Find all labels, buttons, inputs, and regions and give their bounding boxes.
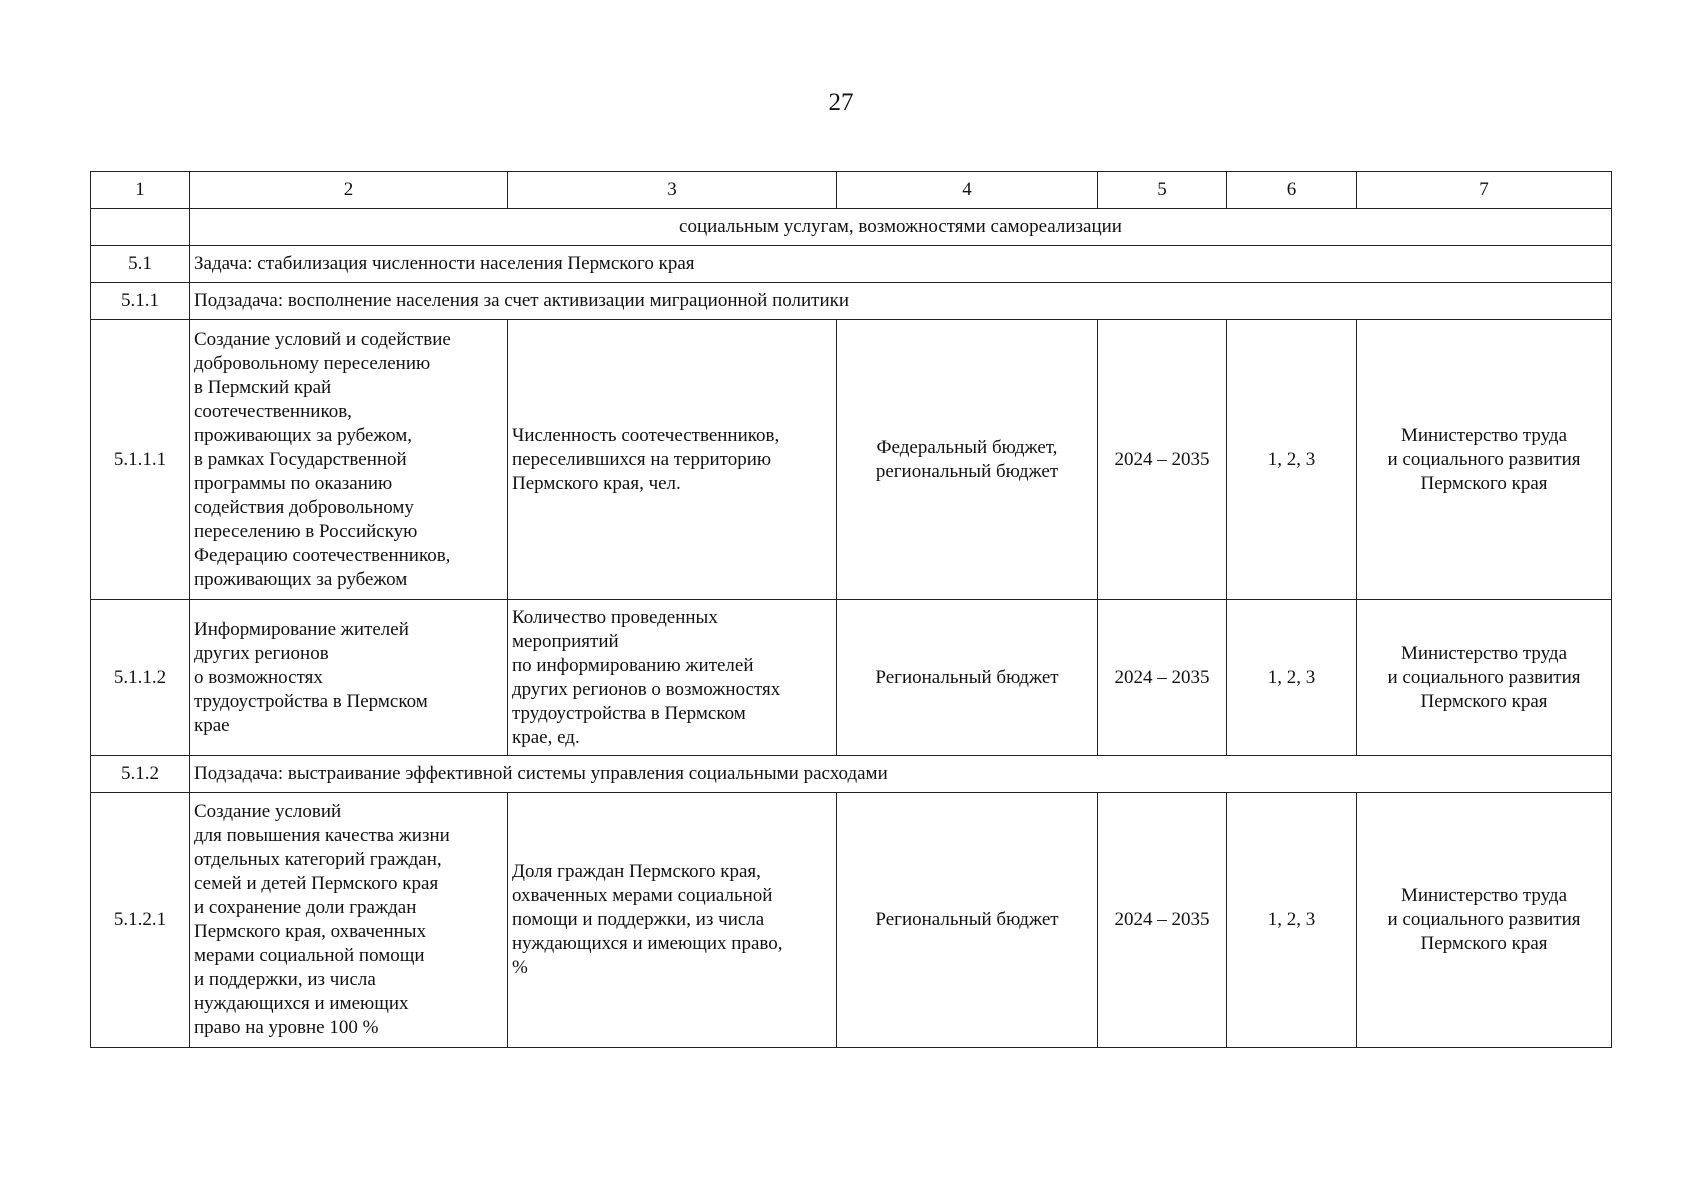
stages-cell: 1, 2, 3 [1227, 320, 1357, 600]
measure-line: программы по оказанию [194, 472, 393, 494]
measure-line: Информирование жителей [194, 618, 409, 640]
header-cell-7: 7 [1357, 172, 1612, 209]
indicator-cell [508, 320, 837, 600]
measure-line: добровольному переселению [194, 352, 431, 374]
measure-line: Федерацию соотечественников, [194, 544, 451, 566]
executor-cell [1357, 793, 1612, 1048]
header-row [91, 172, 1612, 209]
indicator-line: % [512, 957, 528, 978]
executor-line: Пермского края [1420, 933, 1548, 954]
indicator-line: по информированию жителей [512, 654, 754, 676]
measure-line: трудоустройства в Пермском [194, 690, 428, 712]
continuation-text: социальным услугам, возможностями самореализации [190, 209, 1612, 246]
header-cell-2: 2 [190, 172, 508, 209]
subtask-text: Подзадача: восполнение населения за счет активизации миграционной политики [190, 283, 1612, 320]
indicator-line: помощи и поддержки, из числа [512, 909, 765, 930]
indicator-line: трудоустройства в Пермском [512, 702, 746, 724]
measure-line: крае [194, 714, 230, 736]
measure-line: право на уровне 100 % [194, 1017, 379, 1038]
funding-source-cell [837, 793, 1098, 1048]
executor-line: Пермского края [1420, 690, 1548, 712]
executor-line: Пермского края [1420, 472, 1548, 494]
subtask-row-5-1-2 [91, 756, 1612, 793]
measure-line: проживающих за рубежом, [194, 424, 412, 446]
measure-line: и сохранение доли граждан [194, 897, 417, 918]
header-cell-1: 1 [91, 172, 190, 209]
subtask-code: 5.1.1 [91, 283, 190, 320]
stages-cell: 1, 2, 3 [1227, 793, 1357, 1048]
funding-source-line: Региональный бюджет [875, 666, 1059, 688]
executor-line: Министерство труда [1400, 885, 1568, 906]
measure-line: мерами социальной помощи [194, 945, 425, 966]
row-code: 5.1.1.2 [91, 600, 190, 756]
funding-source-cell [837, 600, 1098, 756]
executor-line: Министерство труда [1400, 424, 1568, 446]
task-text: Задача: стабилизация численности населения Пермского края [190, 246, 1612, 283]
continuation-row [91, 209, 1612, 246]
measure-line: в рамках Государственной [194, 448, 407, 470]
executor-line: и социального развития [1387, 666, 1581, 688]
indicator-line: Доля граждан Пермского края, [512, 861, 761, 882]
subtask-code: 5.1.2 [91, 756, 190, 793]
indicator-line: переселившихся на территорию [512, 448, 772, 470]
measure-line: в Пермский край [194, 376, 332, 398]
measure-line: и поддержки, из числа [194, 969, 376, 990]
measure-line: соотечественников, [194, 400, 352, 422]
indicator-line: Численность соотечественников, [512, 424, 780, 446]
measure-line: переселению в Российскую [194, 520, 418, 542]
stages-cell: 1, 2, 3 [1227, 600, 1357, 756]
header-cell-3: 3 [508, 172, 837, 209]
measure-line: проживающих за рубежом [194, 568, 408, 590]
executor-line: Министерство труда [1400, 642, 1568, 664]
indicator-line: охваченных мерами социальной [512, 885, 773, 906]
period-cell: 2024 – 2035 [1098, 600, 1227, 756]
row-code: 5.1.1.1 [91, 320, 190, 600]
row-code: 5.1.2.1 [91, 793, 190, 1048]
task-row [91, 246, 1612, 283]
indicator-line: крае, ед. [512, 726, 580, 748]
page-number: 27 [828, 89, 854, 116]
funding-source-line: региональный бюджет [875, 460, 1059, 482]
measure-line: содействия добровольному [194, 496, 414, 518]
indicator-cell [508, 600, 837, 756]
funding-source-cell [837, 320, 1098, 600]
indicator-line: мероприятий [512, 630, 619, 652]
header-cell-6: 6 [1227, 172, 1357, 209]
executor-cell [1357, 600, 1612, 756]
measure-line: о возможностях [194, 666, 323, 688]
indicator-line: нуждающихся и имеющих право, [512, 933, 783, 954]
executor-line: и социального развития [1387, 448, 1581, 470]
measure-cell [190, 600, 508, 756]
executor-line: и социального развития [1387, 909, 1581, 930]
table-row [91, 793, 1612, 1048]
subtask-row-5-1-1 [91, 283, 1612, 320]
header-cell-4: 4 [837, 172, 1098, 209]
header-cell-5: 5 [1098, 172, 1227, 209]
measure-cell [190, 320, 508, 600]
program-measures-table [90, 171, 1612, 1048]
indicator-line: Количество проведенных [512, 606, 718, 628]
table-row [91, 320, 1612, 600]
measure-cell [190, 793, 508, 1048]
measure-line: Пермского края, охваченных [194, 921, 427, 942]
period-cell: 2024 – 2035 [1098, 320, 1227, 600]
indicator-line: других регионов о возможностях [512, 678, 781, 700]
continuation-code-cell [91, 209, 190, 246]
indicator-cell [508, 793, 837, 1048]
table-row [91, 600, 1612, 756]
measure-line: отдельных категорий граждан, [194, 849, 442, 870]
funding-source-line: Региональный бюджет [875, 909, 1059, 930]
period-cell: 2024 – 2035 [1098, 793, 1227, 1048]
measure-line: Создание условий и содействие [194, 328, 451, 350]
task-code: 5.1 [91, 246, 190, 283]
measure-line: других регионов [194, 642, 329, 664]
indicator-line: Пермского края, чел. [512, 472, 681, 494]
funding-source-line: Федеральный бюджет, [876, 436, 1058, 458]
subtask-text: Подзадача: выстраивание эффективной системы управления социальными расходами [190, 756, 1612, 793]
measure-line: Создание условий [194, 801, 342, 822]
measure-line: семей и детей Пермского края [194, 873, 439, 894]
executor-cell [1357, 320, 1612, 600]
measure-line: нуждающихся и имеющих [194, 993, 409, 1014]
measure-line: для повышения качества жизни [194, 825, 450, 846]
